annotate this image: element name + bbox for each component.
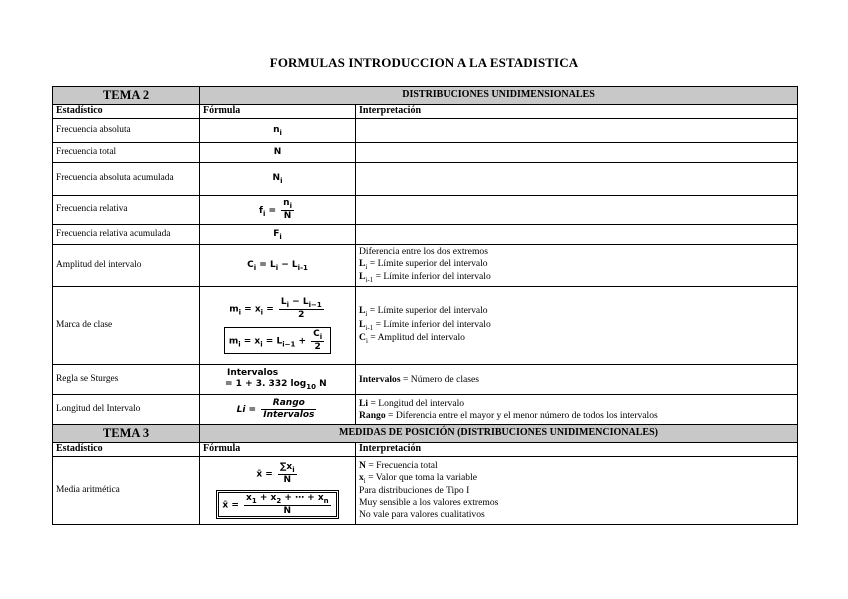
table-row bbox=[53, 119, 798, 143]
section-heading: DISTRIBUCIONES UNIDIMENSIONALES bbox=[200, 87, 798, 105]
statistic-name: Frecuencia absoluta bbox=[53, 119, 200, 143]
table-row bbox=[53, 143, 798, 163]
interpretation-cell: $L_i$ = Límite superior del intervalo $L_{i-1}$ = Límite inferior del intervalo $C_i$ = Amplitud del intervalo bbox=[356, 287, 798, 365]
col-header-formula: Fórmula bbox=[200, 105, 356, 119]
formula-cell: $C_i = L_i - L_{i-1}$ bbox=[200, 245, 356, 287]
table-row bbox=[53, 196, 798, 225]
section-band bbox=[53, 87, 798, 105]
column-header-row bbox=[53, 443, 798, 457]
table-row bbox=[53, 245, 798, 287]
formula-cell: $n_i$ bbox=[200, 119, 356, 143]
tema-label: TEMA 2 bbox=[53, 87, 200, 105]
interpretation-cell bbox=[356, 225, 798, 245]
interpretation-cell: Li = Longitud del intervalo Rango = Diferencia entre el mayor y el menor número de todos los intervalos bbox=[356, 395, 798, 425]
interpretation-cell: Diferencia entre los dos extremos $L_i$ = Límite superior del intervalo $L_{i-1}$ = Límite inferior del intervalo bbox=[356, 245, 798, 287]
table-row bbox=[53, 395, 798, 425]
statistic-name: Amplitud del intervalo bbox=[53, 245, 200, 287]
table-row bbox=[53, 225, 798, 245]
formula-cell: Intervalos = 1 + 3. 332 $\log_{10} N$ bbox=[200, 365, 356, 395]
interpretation-cell: N = Frecuencia total $x_i$ = Valor que toma la variable Para distribuciones de Tipo I Muy sensible a los valores extremos No vale para valores cualitativos bbox=[356, 457, 798, 525]
col-header-interpretation: Interpretación bbox=[356, 105, 798, 119]
statistic-name: Frecuencia absoluta acumulada bbox=[53, 163, 200, 196]
table-row bbox=[53, 365, 798, 395]
formula-cell: Li = $\frac{\text{Rango}}{\text{Intervalos}}$ bbox=[200, 395, 356, 425]
col-header-statistic: Estadístico bbox=[53, 443, 200, 457]
page-title: FORMULAS INTRODUCCION A LA ESTADISTICA bbox=[269, 55, 579, 70]
tema-label: TEMA 3 bbox=[53, 425, 200, 443]
interpretation-cell bbox=[356, 163, 798, 196]
formula-cell: N bbox=[200, 143, 356, 163]
formula-cell: $N_i$ bbox=[200, 163, 356, 196]
col-header-formula: Fórmula bbox=[200, 443, 356, 457]
formula-cell: $F_i$ bbox=[200, 225, 356, 245]
statistic-name: Frecuencia relativa acumulada bbox=[53, 225, 200, 245]
formula-table bbox=[52, 86, 798, 525]
formula-cell: $f_i$ = $\frac{n_i}{N}$ bbox=[200, 196, 356, 225]
formula-cell: x̄ = $\frac{\sum x_i}{N}$ x̄ = $\frac{x_1 + x_2 + \cdots + x_n}{N}$ bbox=[200, 457, 356, 525]
interpretation-cell: Intervalos = Número de clases bbox=[356, 365, 798, 395]
interpretation-cell bbox=[356, 143, 798, 163]
statistic-name: Marca de clase bbox=[53, 287, 200, 365]
statistic-name: Regla se Sturges bbox=[53, 365, 200, 395]
table-row bbox=[53, 457, 798, 525]
table-row bbox=[53, 287, 798, 365]
statistic-name: Frecuencia relativa bbox=[53, 196, 200, 225]
section-heading: MEDIDAS DE POSICIÓN (DISTRIBUCIONES UNIDIMENCIONALES) bbox=[200, 425, 798, 443]
statistic-name: Longitud del Intervalo bbox=[53, 395, 200, 425]
column-header-row bbox=[53, 105, 798, 119]
col-header-statistic: Estadístico bbox=[53, 105, 200, 119]
interpretation-cell bbox=[356, 119, 798, 143]
col-header-interpretation: Interpretación bbox=[356, 443, 798, 457]
table-row bbox=[53, 163, 798, 196]
formula-cell: $m_i = x_i$ = $\frac{L_i - L_{i-1}}{2}$ $m_i = x_i = L_{i-1}$ + $\frac{C_i}{2}$ bbox=[200, 287, 356, 365]
statistic-name: Frecuencia total bbox=[53, 143, 200, 163]
section-band bbox=[53, 425, 798, 443]
statistic-name: Media aritmética bbox=[53, 457, 200, 525]
interpretation-cell bbox=[356, 196, 798, 225]
